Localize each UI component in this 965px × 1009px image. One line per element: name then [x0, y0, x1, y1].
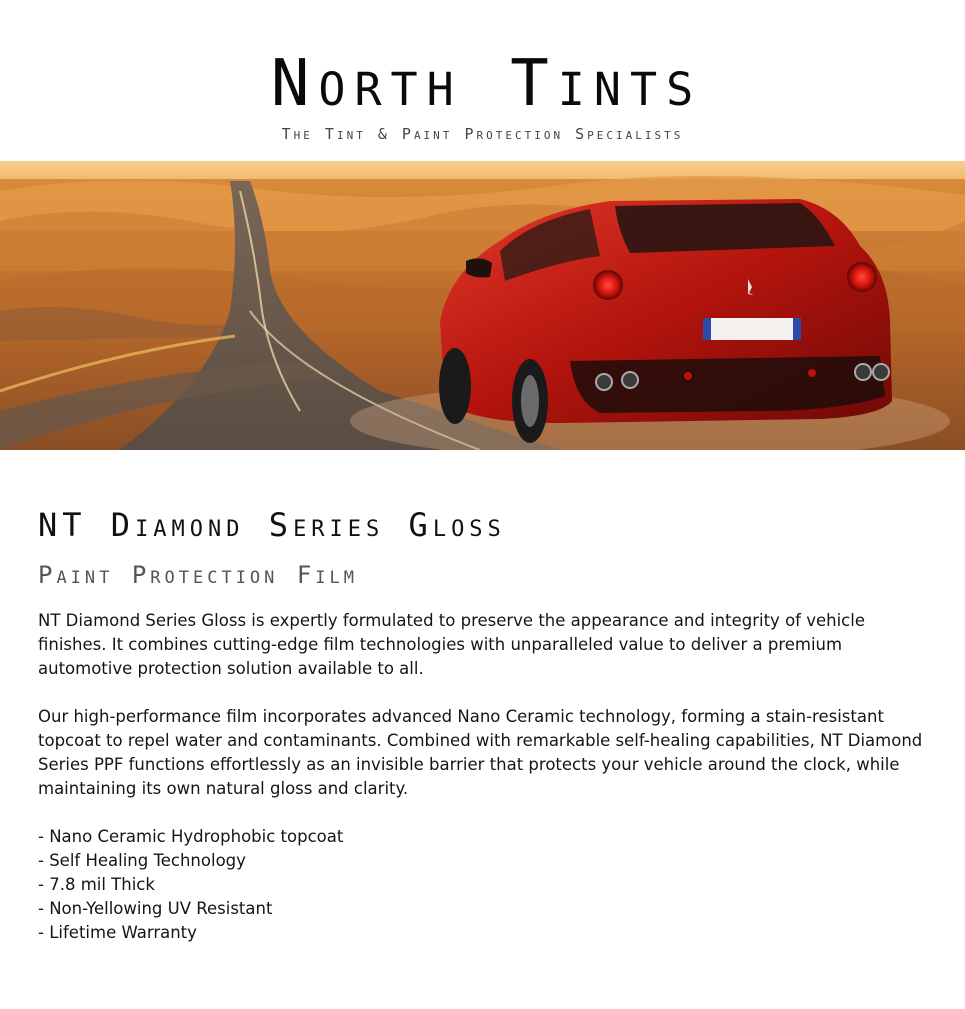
brand-block	[0, 44, 965, 144]
product-title: NT Diamond Series Gloss	[38, 506, 506, 544]
feature-item: - Lifetime Warranty	[38, 921, 938, 945]
brand-tagline: The Tint & Paint Protection Specialists	[281, 125, 684, 143]
feature-item: - Non-Yellowing UV Resistant	[38, 897, 938, 921]
feature-item: - Self Healing Technology	[38, 849, 938, 873]
product-content	[38, 503, 938, 945]
intro-paragraph: NT Diamond Series Gloss is expertly formulated to preserve the appearance and integrity of vehicle finishes. It combines cutting-edge film technologies with unparalleled value to deliver a premium automotive protection solution available to all.	[38, 611, 865, 678]
brand-title: North Tints	[270, 47, 703, 121]
feature-item: - Nano Ceramic Hydrophobic topcoat	[38, 825, 938, 849]
product-subtitle: Paint Protection Film	[38, 561, 359, 589]
hero-car-image	[0, 161, 965, 450]
hero-banner	[0, 161, 965, 450]
technology-paragraph: Our high-performance film incorporates advanced Nano Ceramic technology, forming a stain-resistant topcoat to repel water and contaminants. Combined with remarkable self-healing capabilities, NT Diamond Series PPF functions effortlessly as an invisible barrier that protects your vehicle around the clock, while maintaining its own natural gloss and clarity.	[38, 707, 923, 798]
feature-list	[38, 825, 938, 945]
feature-item: - 7.8 mil Thick	[38, 873, 938, 897]
